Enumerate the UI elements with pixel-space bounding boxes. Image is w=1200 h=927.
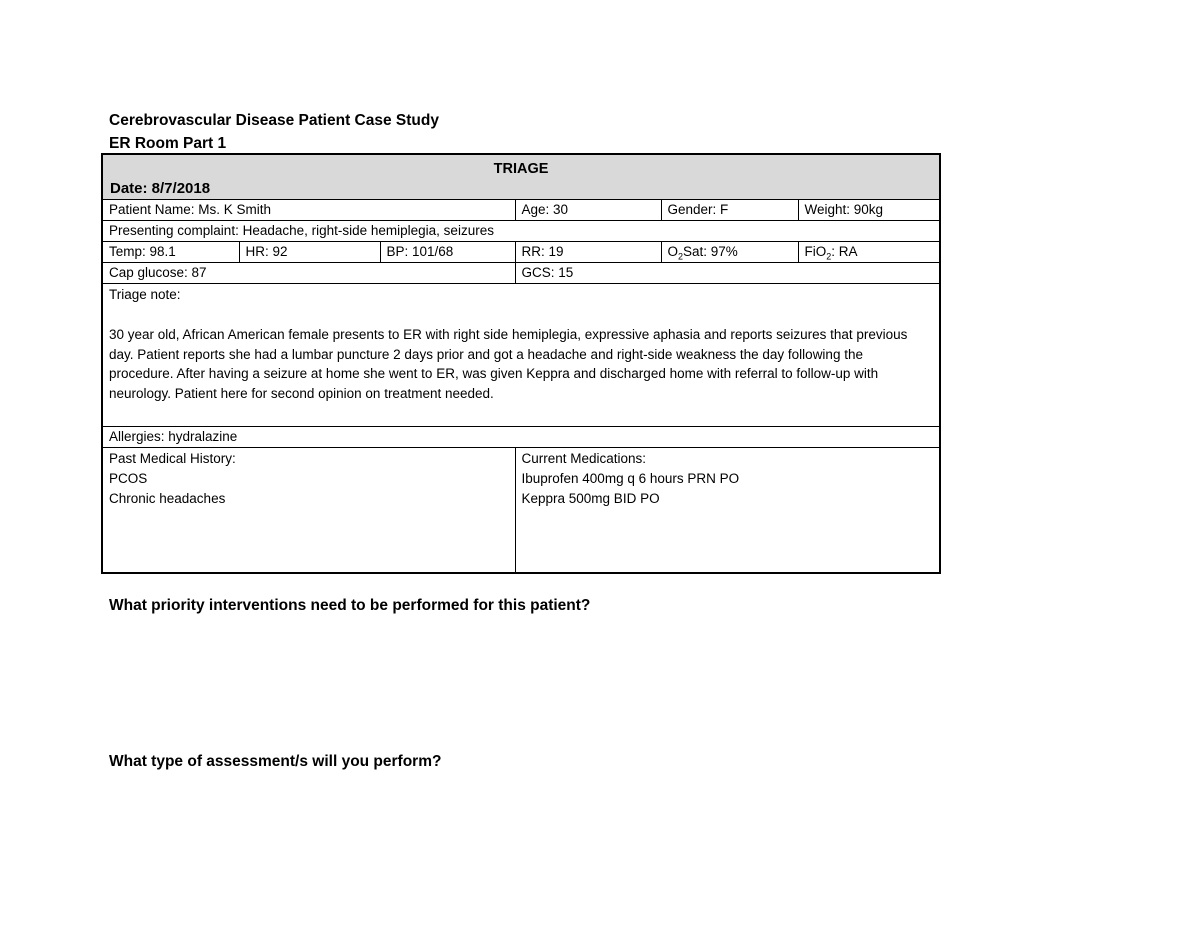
vital-temp: Temp: 98.1 [102,242,239,263]
past-medical-history [102,448,515,574]
triage-heading: TRIAGE [493,161,549,177]
triage-date: Date: 8/7/2018 [110,180,211,197]
pmh-label: Past Medical History: [109,451,236,466]
presenting-complaint: Presenting complaint: Headache, right-side hemiplegia, seizures [102,221,940,242]
cap-glucose: Cap glucose: 87 [102,263,515,284]
triage-note [102,284,940,427]
meds-label: Current Medications: [521,451,647,466]
pmh-item: Chronic headaches [109,491,226,506]
triage-header [102,154,940,200]
meds-item: Ibuprofen 400mg q 6 hours PRN PO [521,471,740,486]
patient-gender: Gender: F [661,200,798,221]
vital-o2sat: $O_2Sat$: 97% [661,242,798,263]
gcs: GCS: 15 [515,263,940,284]
document-title: Cerebrovascular Disease Patient Case Study [109,112,439,129]
vital-bp: BP: 101/68 [380,242,515,263]
document-subtitle: ER Room Part 1 [109,135,227,152]
patient-weight: Weight: 90kg [798,200,940,221]
triage-note-label: Triage note: [109,287,181,302]
meds-item: Keppra 500mg BID PO [521,491,660,506]
vital-fio2: FiO$_2$: RA [798,242,940,263]
patient-age: Age: 30 [515,200,661,221]
triage-note-text: 30 year old, African American female presents to ER with right side hemiplegia, expressive aphasia and reports seizures that previous day. Patient reports she had a lumbar puncture 2 days prior and got a headache and right-side weakness the day following the procedure. After having a seizure at home she went to ER, was given Keppra and discharged home with referral to follow-up with neurology. Patient here for second opinion on treatment needed. [109,327,908,401]
vital-rr: RR: 19 [515,242,661,263]
allergies: Allergies: hydralazine [102,427,940,448]
triage-table [101,153,941,574]
current-medications [515,448,940,574]
patient-name: Patient Name: Ms. K Smith [102,200,515,221]
vital-hr: HR: 92 [239,242,380,263]
pmh-item: PCOS [109,471,148,486]
question-priority-interventions: What priority interventions need to be performed for this patient? [109,597,591,614]
question-assessments: What type of assessment/s will you perform? [109,753,442,770]
